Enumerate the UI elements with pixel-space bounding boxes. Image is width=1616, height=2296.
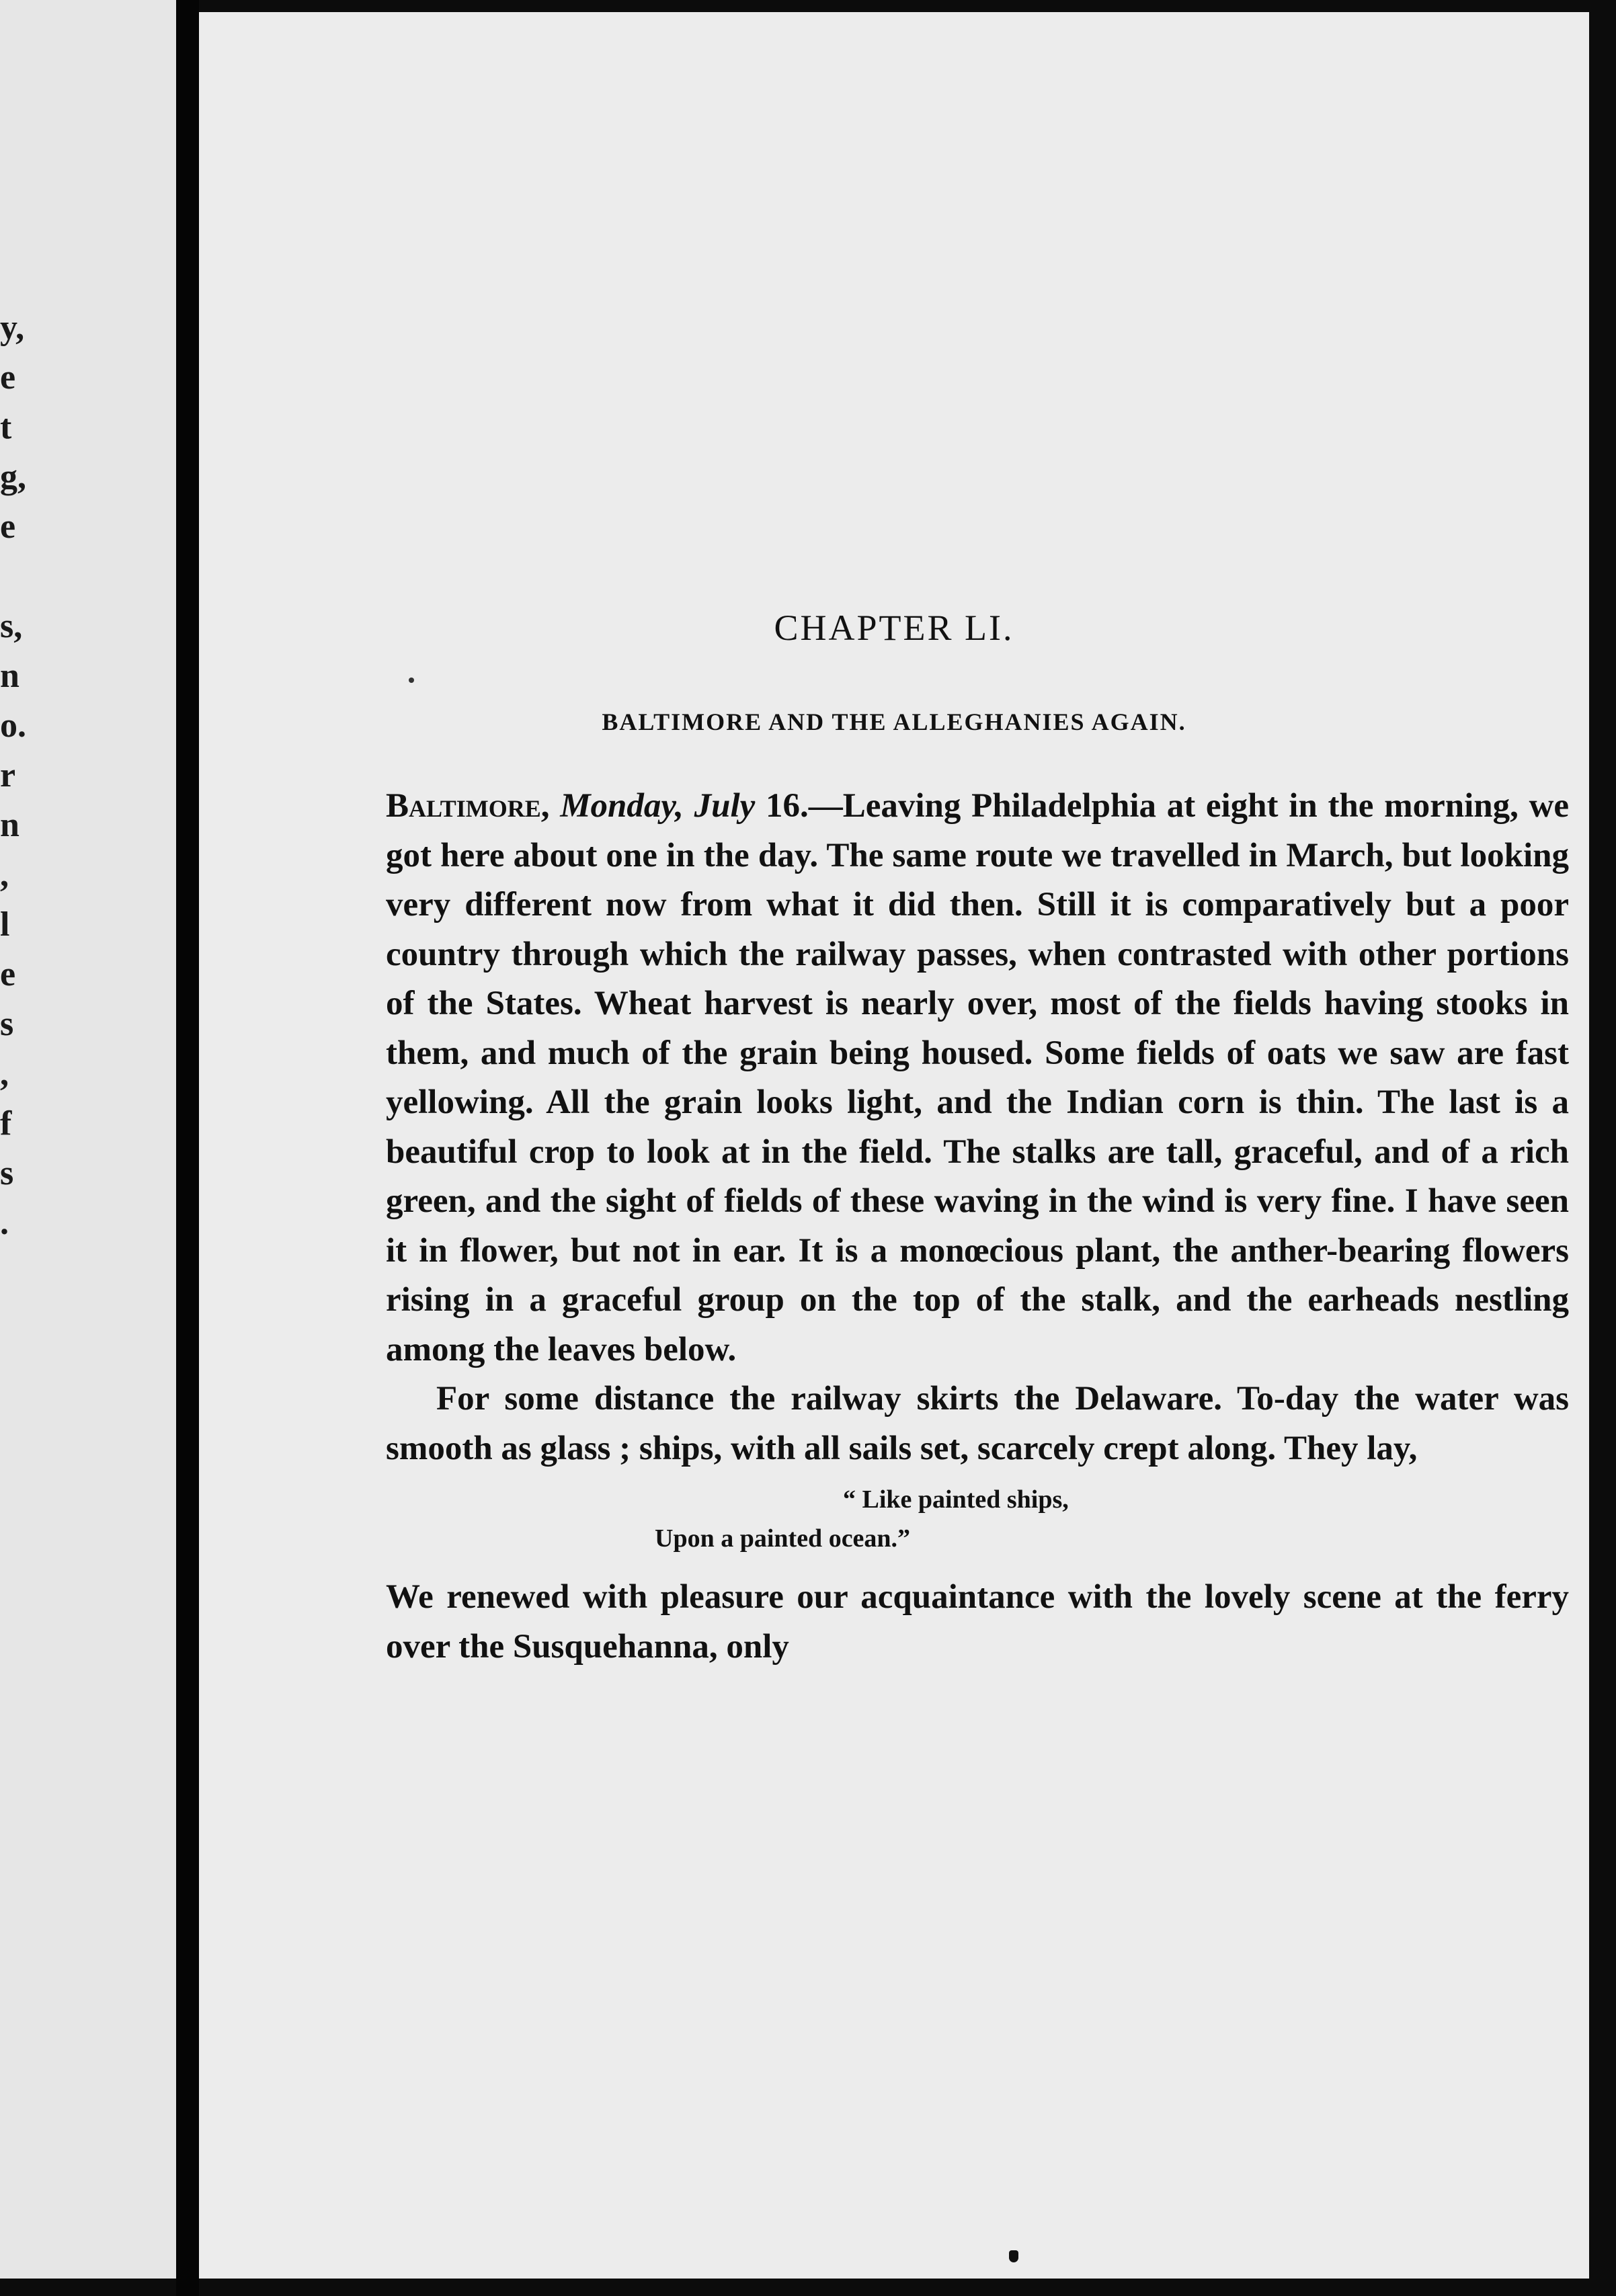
facing-page-char: e [0,955,16,993]
printer-mark [1009,2250,1018,2262]
facing-page-text [0,0,27,2279]
paragraph-1 [386,782,1569,1375]
facing-page-char: s [0,1154,14,1192]
facing-page-char: r [0,756,16,794]
book-gutter [176,0,199,2296]
facing-page-char: o. [0,706,26,745]
paragraph-1-text: —Leaving Philadelphia at eight in the morning, we got here about one in the day. The same route we travelled in March, but looking very different now from what it did then. Still it is comparatively but a poor country through which the railway passes, when contrasted with other portions of the States. Wheat harvest is nearly over, most of the fields having stooks in them, and much of the grain being housed. Some fields of oats we saw are fast yellowing. All the grain looks light, and the Indian corn is thin. The last is a beautiful crop to look at in the field. The stalks are tall, graceful, and of a rich green, and the sight of fields of these waving in the wind is very fine. I have seen it in flower, but not in ear. It is a monœcious plant, the anther-bearing flowers rising in a graceful group on the top of the stalk, and the earheads nestling among the leaves below. [386,787,1570,1368]
verse-line-2: Upon a painted ocean.” [655,1524,911,1553]
dateline-day: 16. [765,787,809,825]
facing-page-char: n [0,657,19,695]
chapter-number: CHAPTER LI. [774,608,1014,648]
book-page [199,12,1589,2279]
chapter-title: BALTIMORE AND THE ALLEGHANIES AGAIN. [602,708,1186,735]
facing-page-char: n [0,806,19,844]
paragraph-3: We renewed with pleasure our acquaintance with the lovely scene at the ferry over the Susquehanna, only [386,1578,1569,1666]
facing-page-char: s, [0,607,23,645]
facing-page-char: , [0,856,9,894]
verse-quote [386,1480,1569,1558]
facing-page-char: g, [0,458,26,496]
verse-line-1: “ Like painted ships, [843,1485,1069,1514]
facing-page-char: e [0,507,16,546]
facing-page-char: l [0,905,10,944]
facing-page-char: e [0,358,16,397]
body-text [386,782,1569,1672]
facing-page-edge [0,0,176,2279]
dateline-place: Baltimore, [386,787,550,825]
facing-page-char: t [0,408,12,446]
dateline-date: Monday, July [560,787,756,825]
paragraph-2: For some distance the railway skirts the Delaware. To-day the water was smooth as glass ; ships, with all sails set, scarcely crept along. They lay, [386,1380,1569,1467]
facing-page-char: , [0,1055,9,1093]
facing-page-char: y, [0,309,25,347]
facing-page-char: f [0,1104,12,1143]
page-content [199,12,1589,2279]
scan-speck [409,678,414,683]
facing-page-char: s [0,1005,14,1043]
facing-page-char: . [0,1204,9,1242]
